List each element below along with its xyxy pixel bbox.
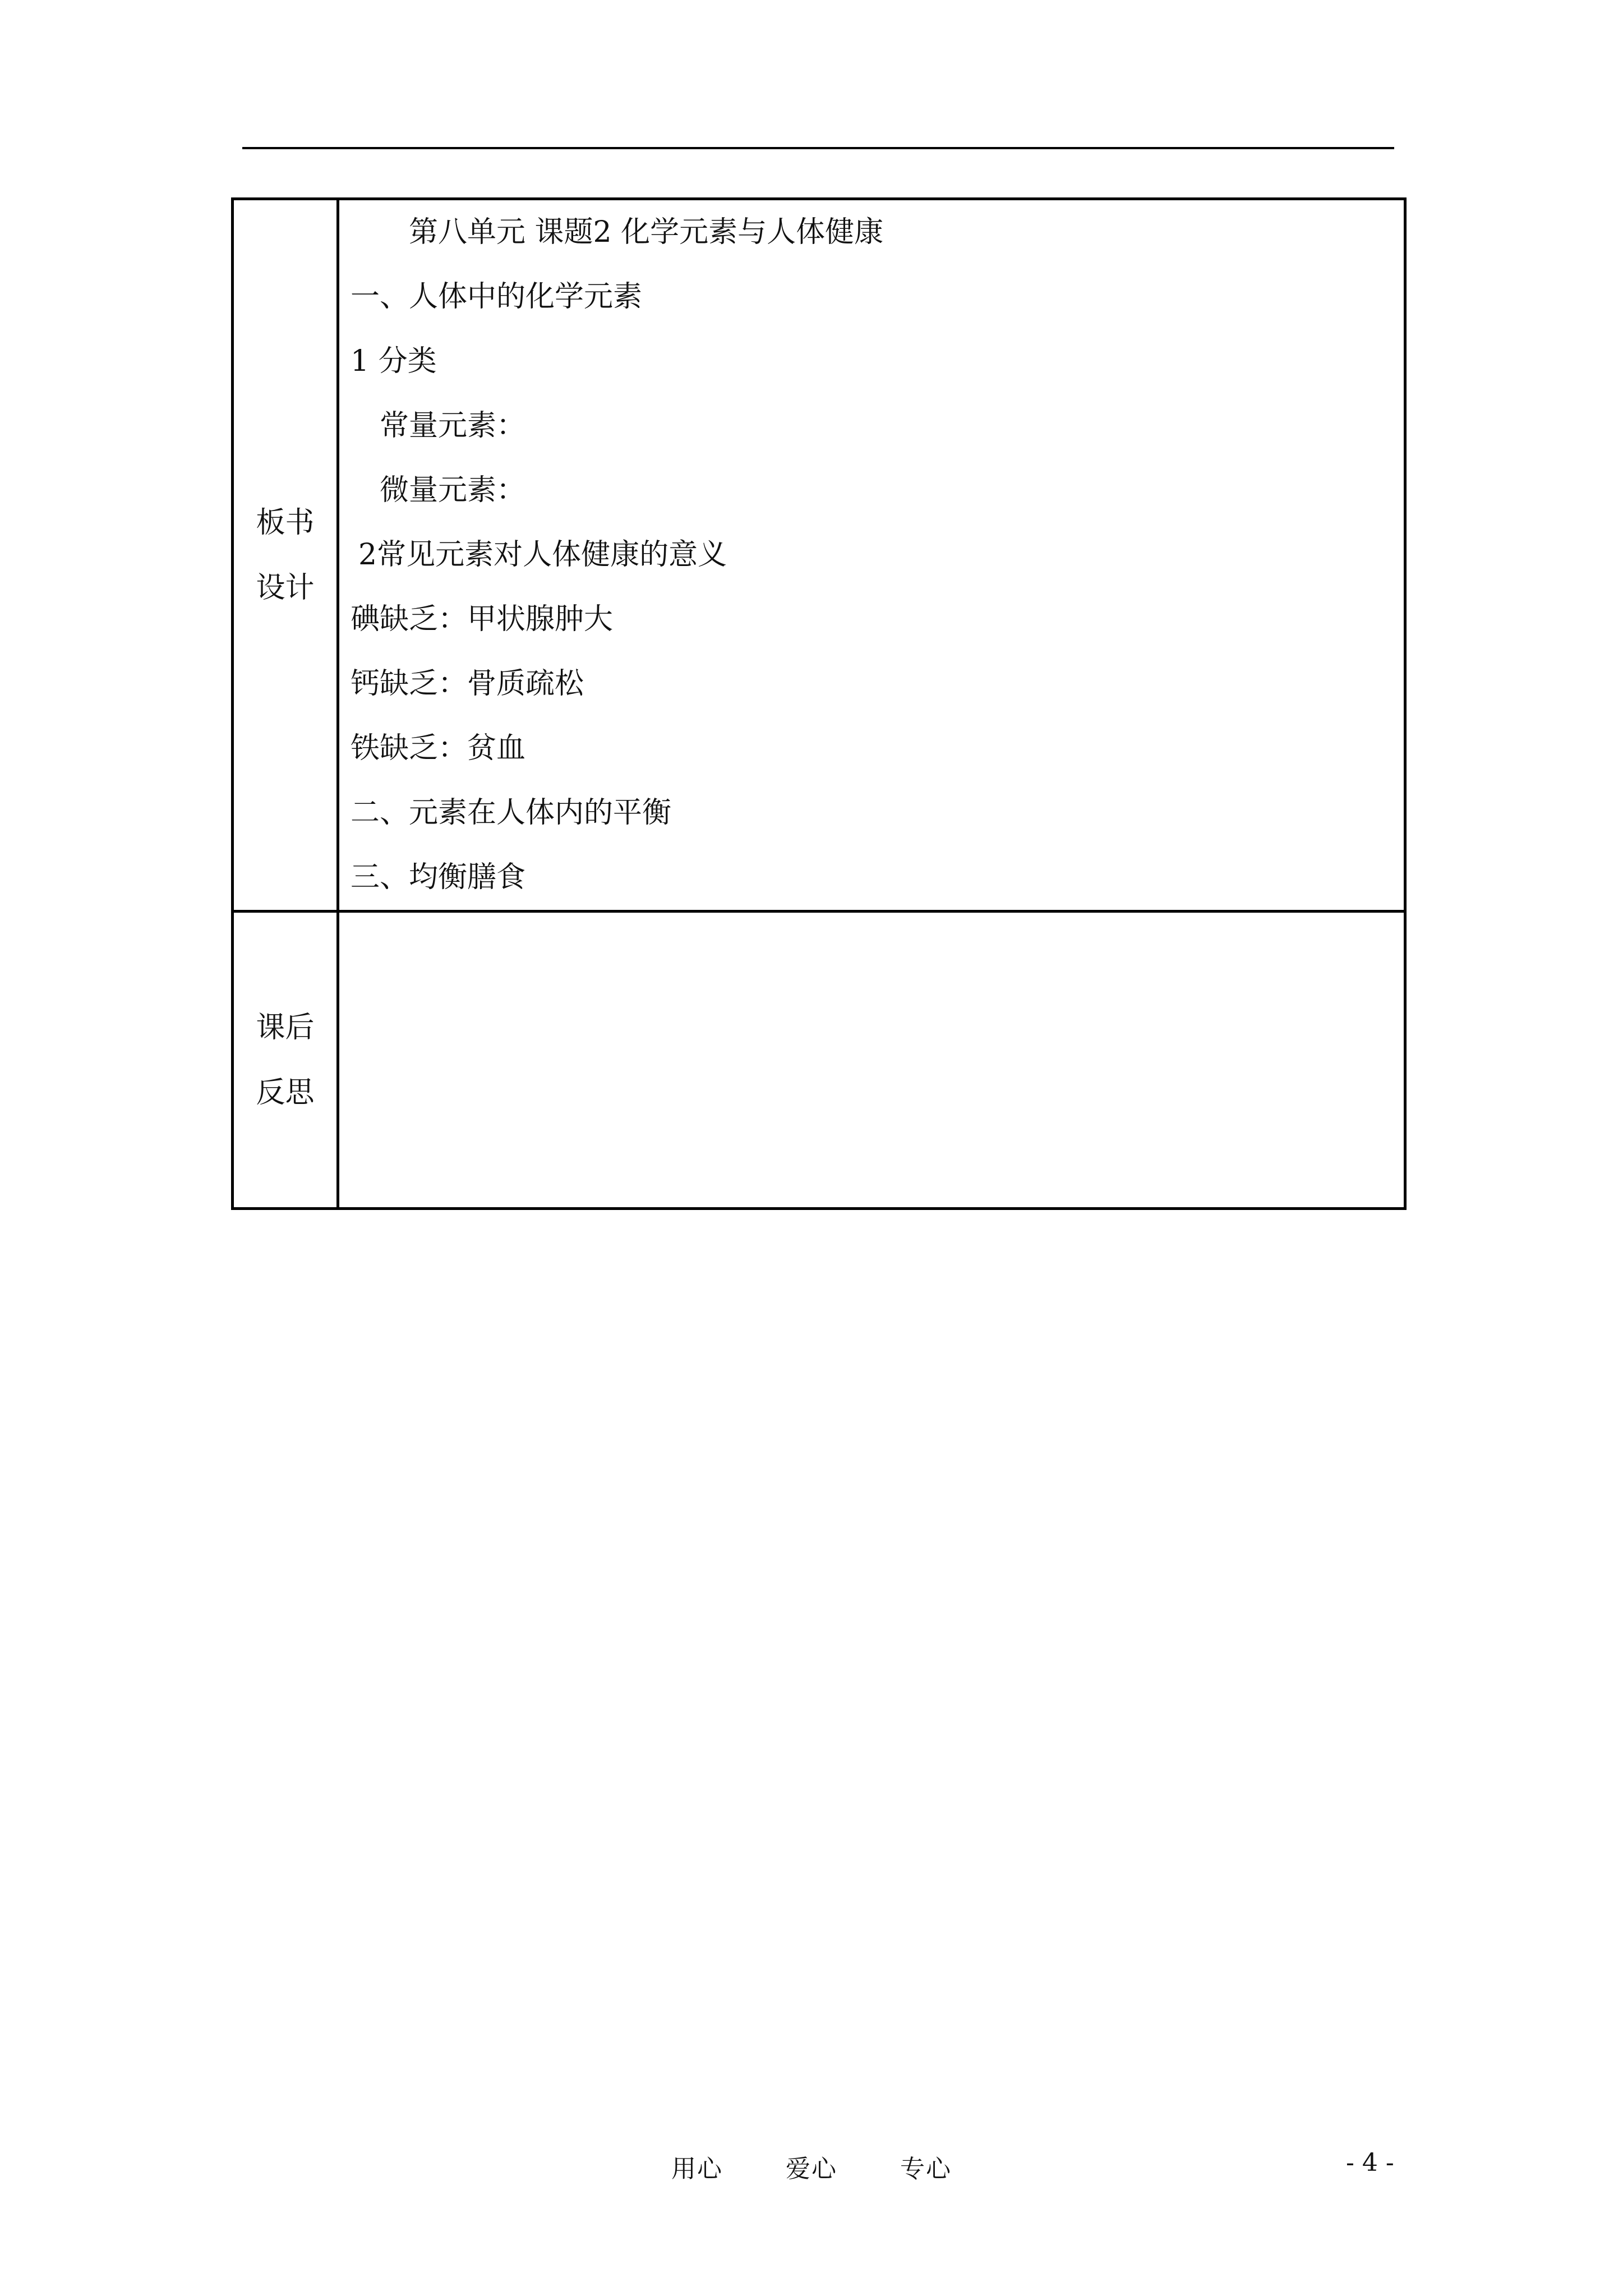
board-heading-3: 三、均衡膳食 (351, 861, 526, 894)
board-design-label (233, 199, 338, 912)
board-subheading-classification: 1 分类 (351, 344, 437, 378)
footer-motto-2: 爱心 (786, 2155, 837, 2183)
reflection-label-line-2: 反思 (256, 1075, 315, 1110)
reflection-content (338, 912, 1405, 1209)
footer-motto-3: 专心 (900, 2155, 952, 2183)
board-item-iron: 铁缺乏：贫血 (351, 731, 526, 765)
board-subheading-significance: 2常见元素对人体健康的意义 (358, 538, 727, 572)
board-heading-2: 二、元素在人体内的平衡 (351, 796, 672, 830)
board-item-iodine: 碘缺乏：甲状腺肿大 (351, 602, 614, 636)
board-heading-1: 一、人体中的化学元素 (351, 280, 643, 314)
board-design-label-line-2: 设计 (256, 570, 315, 605)
reflection-label (233, 912, 338, 1209)
board-item-trace-elements: 微量元素： (380, 473, 526, 507)
board-design-content (338, 199, 1405, 912)
board-title: 第八单元 课题2 化学元素与人体健康 (409, 215, 884, 249)
board-design-row (233, 199, 1405, 912)
footer-motto-1: 用心 (671, 2155, 723, 2183)
reflection-row (233, 912, 1405, 1209)
page-number: - 4 - (1346, 2148, 1394, 2177)
board-design-label-line-1: 板书 (256, 505, 315, 540)
board-item-macro-elements: 常量元素： (380, 409, 526, 443)
board-item-calcium: 钙缺乏：骨质疏松 (351, 667, 584, 701)
header-rule (242, 147, 1394, 149)
reflection-label-line-1: 课后 (256, 1010, 315, 1045)
lesson-plan-table (231, 197, 1407, 1210)
